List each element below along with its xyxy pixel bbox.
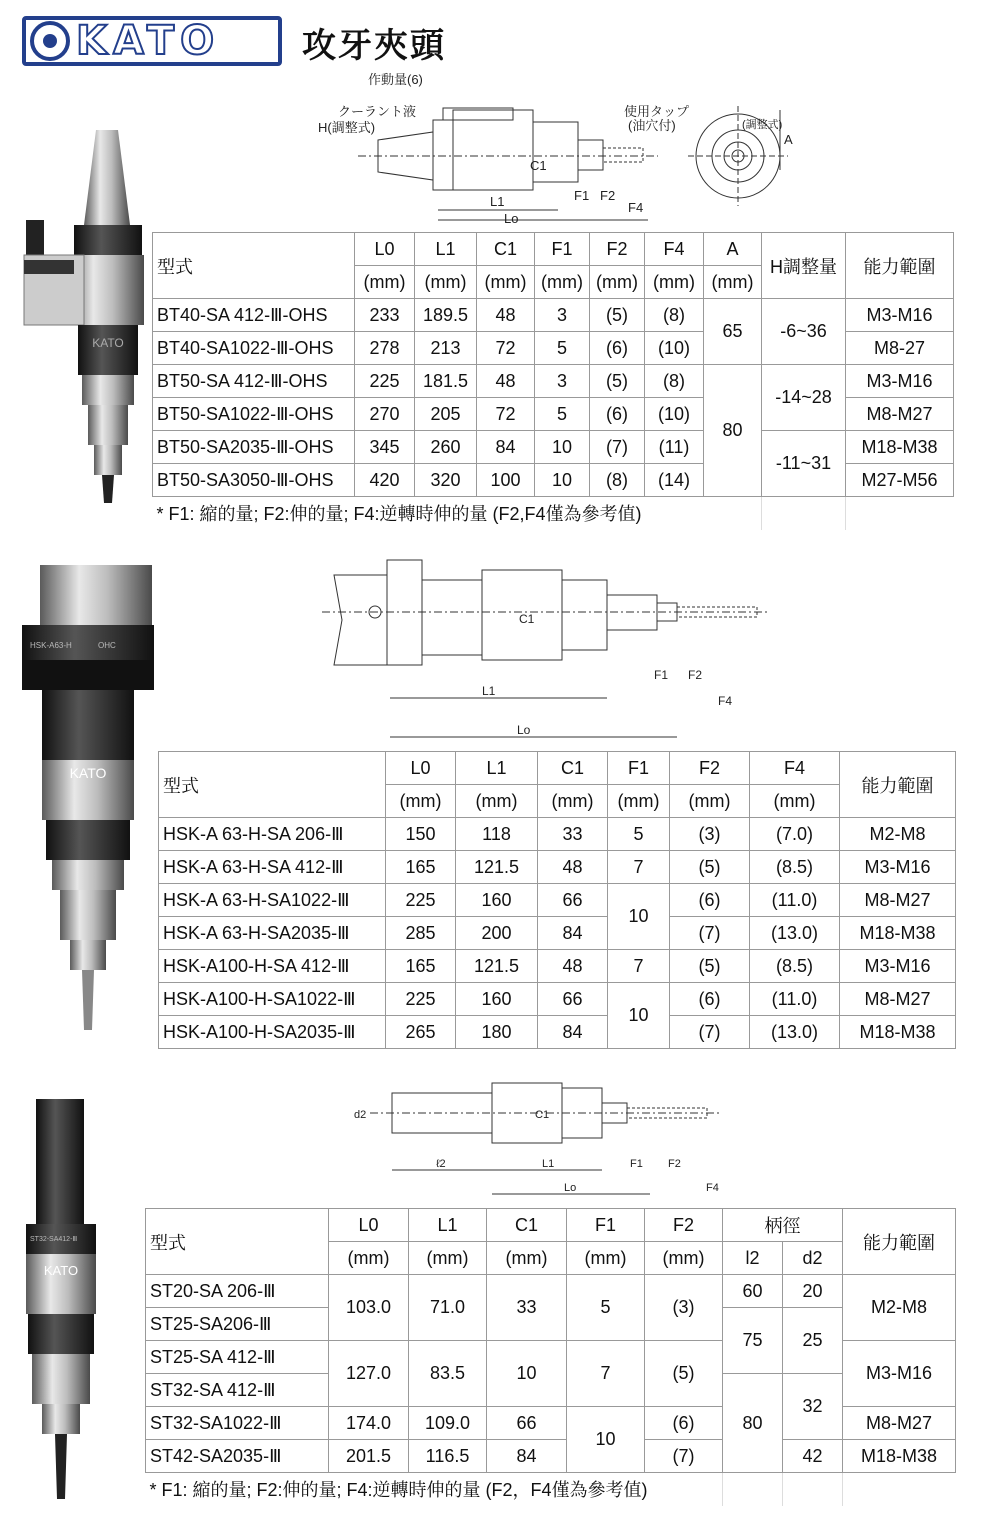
dim-label: H(調整式) (318, 120, 376, 135)
table-row: HSK-A100-H-SA1022-Ⅲ 225 160 66 10 (6) (11.0) M8-M27 (159, 983, 956, 1016)
unit-cell: (mm) (477, 266, 535, 299)
col-header: A (704, 233, 762, 266)
tool-label: ST32-SA412-Ⅲ (30, 1236, 78, 1243)
table-row: HSK-A 63-H-SA2035-Ⅲ 285 200 84 (7) (13.0) M18-M38 (159, 917, 956, 950)
dim-label: L1 (482, 684, 496, 698)
table-row: ST20-SA 206-Ⅲ 103.0 71.0 33 5 (3) 60 20 M2-M8 (146, 1275, 956, 1308)
unit-cell: (mm) (355, 266, 415, 299)
dim-label: C1 (530, 158, 547, 173)
dim-label: Lo (564, 1182, 577, 1194)
table-row: BT50-SA3050-Ⅲ-OHS 420 320 100 10 (8) (14) M27-M56 (153, 464, 954, 497)
col-header: F2 (645, 1209, 723, 1242)
dim-label: F2 (600, 188, 616, 203)
dim-label: L1 (490, 194, 505, 209)
table-row: ST25-SA206-Ⅲ 75 25 (146, 1308, 956, 1341)
dim-label: (油穴付) (628, 118, 676, 133)
col-header: C1 (487, 1209, 567, 1242)
col-header-model: 型式 (153, 233, 355, 299)
col-header: L0 (355, 233, 415, 266)
tool-label: HSK-A63-H (30, 641, 72, 650)
col-header: F2 (670, 752, 750, 785)
col-header: L1 (456, 752, 538, 785)
kato-logo (22, 16, 282, 66)
table-row: BT50-SA1022-Ⅲ-OHS 270 205 72 5 (6) (10) M8-M27 (153, 398, 954, 431)
tool-label: KATO (69, 765, 107, 781)
unit-cell: (mm) (704, 266, 762, 299)
col-header-model: 型式 (146, 1209, 329, 1275)
dim-label: 使用タップ (624, 104, 690, 119)
dim-label: F2 (668, 1158, 681, 1170)
unit-cell: (mm) (535, 266, 590, 299)
dim-label: C1 (519, 612, 535, 626)
table-row: ST42-SA2035-Ⅲ 201.5 116.5 84 (7) 42 M18-M38 (146, 1440, 956, 1473)
col-header-range: 能力範圍 (840, 752, 956, 818)
table-note: * F1: 縮的量; F2:伸的量; F4:逆轉時伸的量 (F2，F4僅為參考值) (149, 1480, 648, 1501)
straight-shank-drawing (350, 1078, 730, 1203)
dim-label: A (784, 132, 793, 147)
col-header-range: 能力範圍 (843, 1209, 956, 1275)
dim-label: F4 (706, 1182, 719, 1194)
dim-label: C1 (535, 1109, 550, 1121)
table-row: ST25-SA 412-Ⅲ 127.0 83.5 10 7 (5) M3-M16 (146, 1341, 956, 1374)
bt-holder-photo (18, 125, 153, 505)
unit-cell: (mm) (645, 266, 704, 299)
unit-cell: (mm) (415, 266, 477, 299)
col-header: F4 (750, 752, 840, 785)
col-header: F1 (608, 752, 670, 785)
table-note: * F1: 縮的量; F2:伸的量; F4:逆轉時伸的量 (F2,F4僅為參考值) (156, 504, 642, 525)
hsk-holder-drawing (322, 555, 772, 745)
bt-spec-table (152, 232, 954, 530)
table-row: BT40-SA 412-Ⅲ-OHS 233 189.5 48 3 (5) (8) 65 -6~36 M3-M16 (153, 299, 954, 332)
table-row: HSK-A 63-H-SA1022-Ⅲ 225 160 66 10 (6) (11.0) M8-M27 (159, 884, 956, 917)
tool-label: KATO (92, 336, 124, 350)
col-header: L0 (386, 752, 456, 785)
col-header-range: 能力範圍 (846, 233, 954, 299)
table-row: ST32-SA1022-Ⅲ 174.0 109.0 66 10 (6) M8-M27 (146, 1407, 956, 1440)
dim-label: ℓ2 (436, 1158, 446, 1170)
dim-label: L1 (542, 1158, 555, 1170)
dim-label: F4 (718, 694, 733, 708)
bt-holder-drawing (318, 70, 818, 230)
col-header: F1 (567, 1209, 645, 1242)
hsk-holder-photo (18, 560, 158, 1040)
logo-mark-icon (30, 21, 70, 61)
col-header: L0 (329, 1209, 409, 1242)
dim-label: Lo (504, 211, 519, 226)
table-row: HSK-A100-H-SA 412-Ⅲ 165 121.5 48 7 (5) (8.5) M3-M16 (159, 950, 956, 983)
table-row: HSK-A 63-H-SA 206-Ⅲ 150 118 33 5 (3) (7.0) M2-M8 (159, 818, 956, 851)
col-header-h: H調整量 (762, 233, 846, 299)
dim-label: Lo (517, 723, 531, 737)
straight-shank-spec-table: 型式 L0 L1 C1 F1 F2 柄徑 能力範圍 (mm) (mm) (mm) (mm) (mm) l2 d2 ST20-SA 206-Ⅲ 103.0 71.0 33 5 (3) 60 20 M2-M8 ST25-SA206-Ⅲ 75 25 ST25-SA 412-Ⅲ 127.0 83.5 10 7 (5) M3-M16 ST32-SA 412-Ⅲ 80 32 ST32-SA1022-Ⅲ 174.0 109.0 66 10 (6) M8-M27 ST42-SA2035-Ⅲ 201.5 116.5 84 (7) 42 M18-M38 * F1: 縮的量; F2:伸的量; F4:逆轉時伸的量 (F2，F4僅為參考值) (145, 1208, 956, 1506)
col-header: L1 (409, 1209, 487, 1242)
col-header: F4 (645, 233, 704, 266)
col-header: C1 (538, 752, 608, 785)
tool-label: OHC (98, 641, 116, 650)
col-header-model: 型式 (159, 752, 386, 818)
tool-label: KATO (43, 1263, 79, 1278)
table-row: HSK-A 63-H-SA 412-Ⅲ 165 121.5 48 7 (5) (8.5) M3-M16 (159, 851, 956, 884)
dim-label: クーラント液 (338, 104, 417, 119)
unit-cell: (mm) (590, 266, 645, 299)
table-row: BT50-SA 412-Ⅲ-OHS 225 181.5 48 3 (5) (8) 80 -14~28 M3-M16 (153, 365, 954, 398)
col-header: F1 (535, 233, 590, 266)
table-row: BT50-SA2035-Ⅲ-OHS 345 260 84 10 (7) (11) -11~31 M18-M38 (153, 431, 954, 464)
dim-label: (調整式) (742, 119, 783, 131)
dim-label: F1 (574, 188, 590, 203)
dim-label: F2 (688, 668, 703, 682)
col-header: F2 (590, 233, 645, 266)
logo-text: KATO (76, 18, 221, 64)
hsk-spec-table: 型式 L0 L1 C1 F1 F2 F4 能力範圍 (mm) (mm) (mm) (mm) (mm) (mm) HSK-A 63-H-SA 206-Ⅲ 150 118 33 5 (3) (7.0) M2-M8 HSK-A 63-H-SA 412-Ⅲ 165 121.5 48 7 (5) (8.5) M3-M16 HSK-A 63-H-SA1022-Ⅲ 225 160 66 10 (6) (11.0) M8-M27 HSK-A 63-H-SA2035-Ⅲ 285 200 84 (7) (13.0) M18-M38 HSK-A100-H-SA 412-Ⅲ 165 121.5 48 7 (5) (8.5) M3-M16 HSK-A100-H-SA1022-Ⅲ 225 160 66 10 (6) (11.0) M8-M27 HSK-A100-H-SA2035-Ⅲ 265 180 84 (7) (13.0) M18-M38 (158, 751, 956, 1049)
straight-shank-photo (18, 1095, 128, 1505)
dim-label: F1 (630, 1158, 643, 1170)
page-title: 攻牙夾頭 (302, 26, 446, 66)
table-row: BT40-SA1022-Ⅲ-OHS 278 213 72 5 (6) (10) M8-27 (153, 332, 954, 365)
table-row: ST32-SA 412-Ⅲ 80 32 (146, 1374, 956, 1407)
dim-label: d2 (354, 1109, 367, 1121)
col-header-shank: 柄徑 (723, 1209, 843, 1242)
col-header: C1 (477, 233, 535, 266)
dim-label: F1 (654, 668, 669, 682)
table-row: HSK-A100-H-SA2035-Ⅲ 265 180 84 (7) (13.0) M18-M38 (159, 1016, 956, 1049)
col-header: L1 (415, 233, 477, 266)
dim-label: 作動量(6) (368, 72, 423, 87)
dim-label: F4 (628, 200, 644, 215)
